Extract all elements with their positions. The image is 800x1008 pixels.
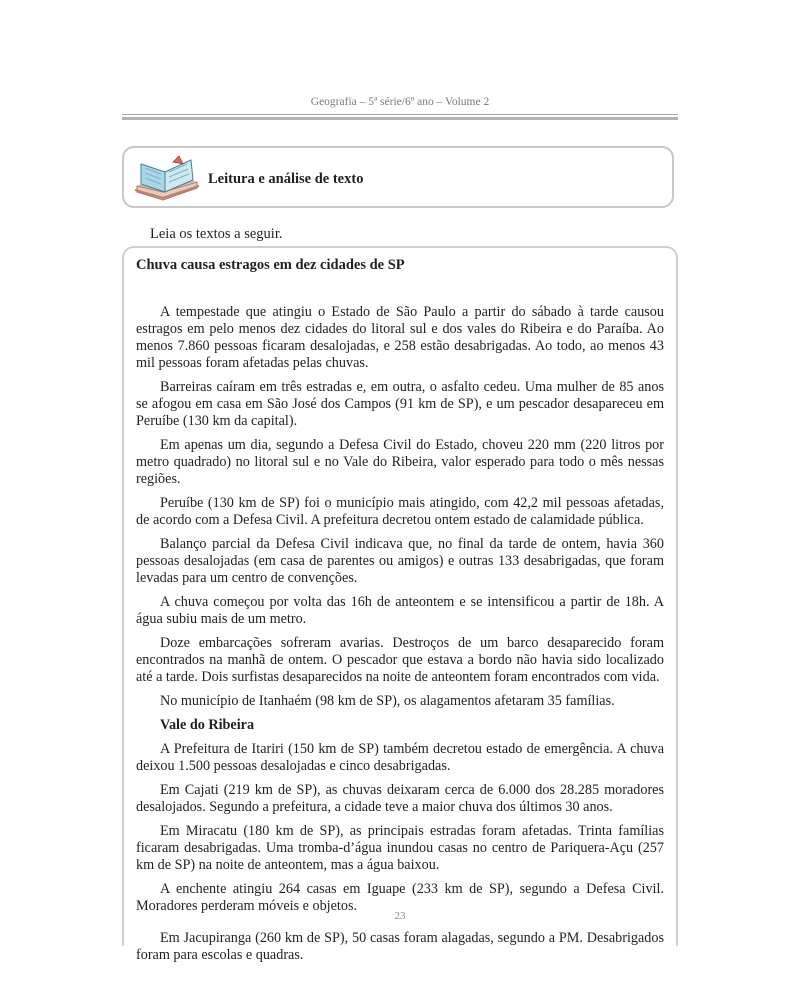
article-paragraph: Barreiras caíram em três estradas e, em outra, o asfalto cedeu. Uma mulher de 85 anos se afogou em casa em São José dos Campos (91 km de SP), e um pescador desapareceu em Peruíbe (130 km da capital). [136,379,664,429]
intro-text: Leia os textos a seguir. [150,226,283,242]
article-title: Chuva causa estragos em dez cidades de SP [136,257,405,273]
article-paragraph: No município de Itanhaém (98 km de SP), os alagamentos afetaram 35 famílias. [160,693,615,709]
header-rule-thick [122,117,678,120]
article-paragraph: Em Cajati (219 km de SP), as chuvas deixaram cerca de 6.000 dos 28.285 moradores desalojados. Segundo a prefeitura, a cidade teve a maior chuva dos últimos 30 anos. [136,782,664,815]
page-number: 23 [394,910,406,922]
article-paragraph: A Prefeitura de Itariri (150 km de SP) também decretou estado de emergência. A chuva deixou 1.500 pessoas desalojadas e cinco desabrigadas. [136,741,664,774]
article-subheading: Vale do Ribeira [160,717,255,733]
article-paragraph: Em Jacupiranga (260 km de SP), 50 casas foram alagadas, segundo a PM. Desabrigados foram para escolas e quadras. [136,930,664,963]
article-paragraph: A chuva começou por volta das 16h de anteontem e se intensificou a partir de 18h. A água subiu mais de um metro. [136,594,664,627]
open-book-icon [133,152,201,206]
running-header: Geografia – 5ª série/6º ano – Volume 2 [310,96,490,108]
article-paragraph: Peruíbe (130 km de SP) foi o município mais atingido, com 42,2 mil pessoas afetadas, de acordo com a Defesa Civil. A prefeitura decretou ontem estado de calamidade pública. [136,495,664,528]
article-paragraph: Em Miracatu (180 km de SP), as principais estradas foram afetadas. Trinta famílias ficaram desabrigadas. Uma tromba-d’água inundou casas no centro de Pariquera-Açu (257 km de SP) na noite de anteontem, mas a água baixou. [136,823,664,873]
article-paragraph: Em apenas um dia, segundo a Defesa Civil do Estado, choveu 220 mm (220 litros por metro quadrado) no litoral sul e no Vale do Ribeira, valor esperado para todo o mês nessas regiões. [136,437,664,487]
section-title: Leitura e análise de texto [208,171,364,187]
article-paragraph: Balanço parcial da Defesa Civil indicava que, no final da tarde de ontem, havia 360 pessoas desalojadas (em casa de parentes ou amigos) e outras 133 desabrigadas, que foram levadas para um centro de convenções. [136,536,664,586]
article-paragraph: A tempestade que atingiu o Estado de São Paulo a partir do sábado à tarde causou estragos em pelo menos dez cidades do litoral sul e dos vales do Ribeira e do Paraíba. Ao menos 7.860 pessoas ficaram desalojadas, e 258 estão desabrigadas. Ao todo, ao menos 43 mil pessoas foram afetadas pelas chuvas. [136,304,664,371]
header-rule [122,114,678,115]
article-paragraph: A enchente atingiu 264 casas em Iguape (233 km de SP), segundo a Defesa Civil. Moradores perderam móveis e objetos. [136,881,664,914]
article [136,257,664,971]
article-paragraph: Doze embarcações sofreram avarias. Destroços de um barco desaparecido foram encontrados na manhã de ontem. O pescador que estava a bordo não havia sido localizado até a tarde. Dois surfistas desaparecidos na noite de anteontem foram encontrados com vida. [136,635,664,685]
section-heading-box [122,146,674,208]
